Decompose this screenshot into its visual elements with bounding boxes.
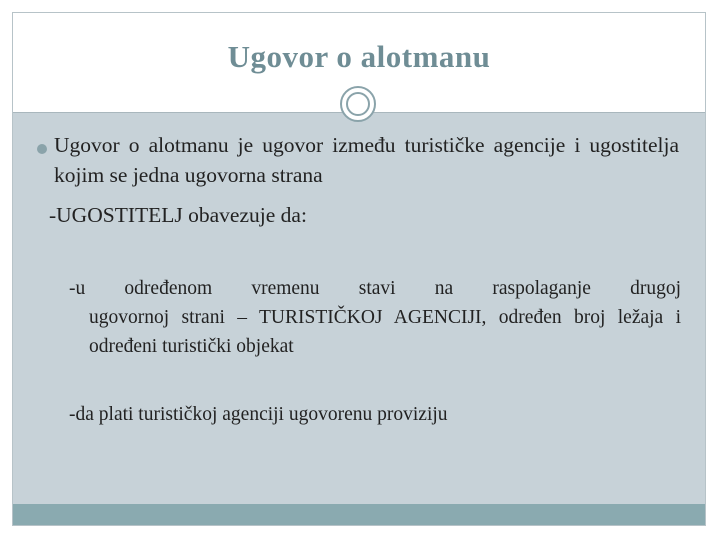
sub-item-1-continuation: ugovornoj strani – TURISTIČKOJ AGENCIJI, određen broj ležaja i određeni turistički objekat [89,307,681,357]
footer-bar [13,504,705,525]
ring-inner [346,92,370,116]
lead-line: -UGOSTITELJ obavezuje da: [49,203,307,227]
sub-item-2: -da plati turističkoj agenciji ugovorenu proviziju [69,404,448,425]
sub-item-1-first-line: -u određenom vremenu stavi na raspolaganje drugoj [69,278,681,299]
sub-item-1 [69,274,681,361]
slide-title: Ugovor o alotmanu [227,39,491,74]
bullet-text: Ugovor o alotmanu je ugovor između turističke agencije i ugostitelja kojim se jedna ugovorna strana [54,133,679,187]
ring-ornament-icon [340,86,376,122]
bullet-dot-icon [37,144,47,154]
slide [12,12,706,526]
